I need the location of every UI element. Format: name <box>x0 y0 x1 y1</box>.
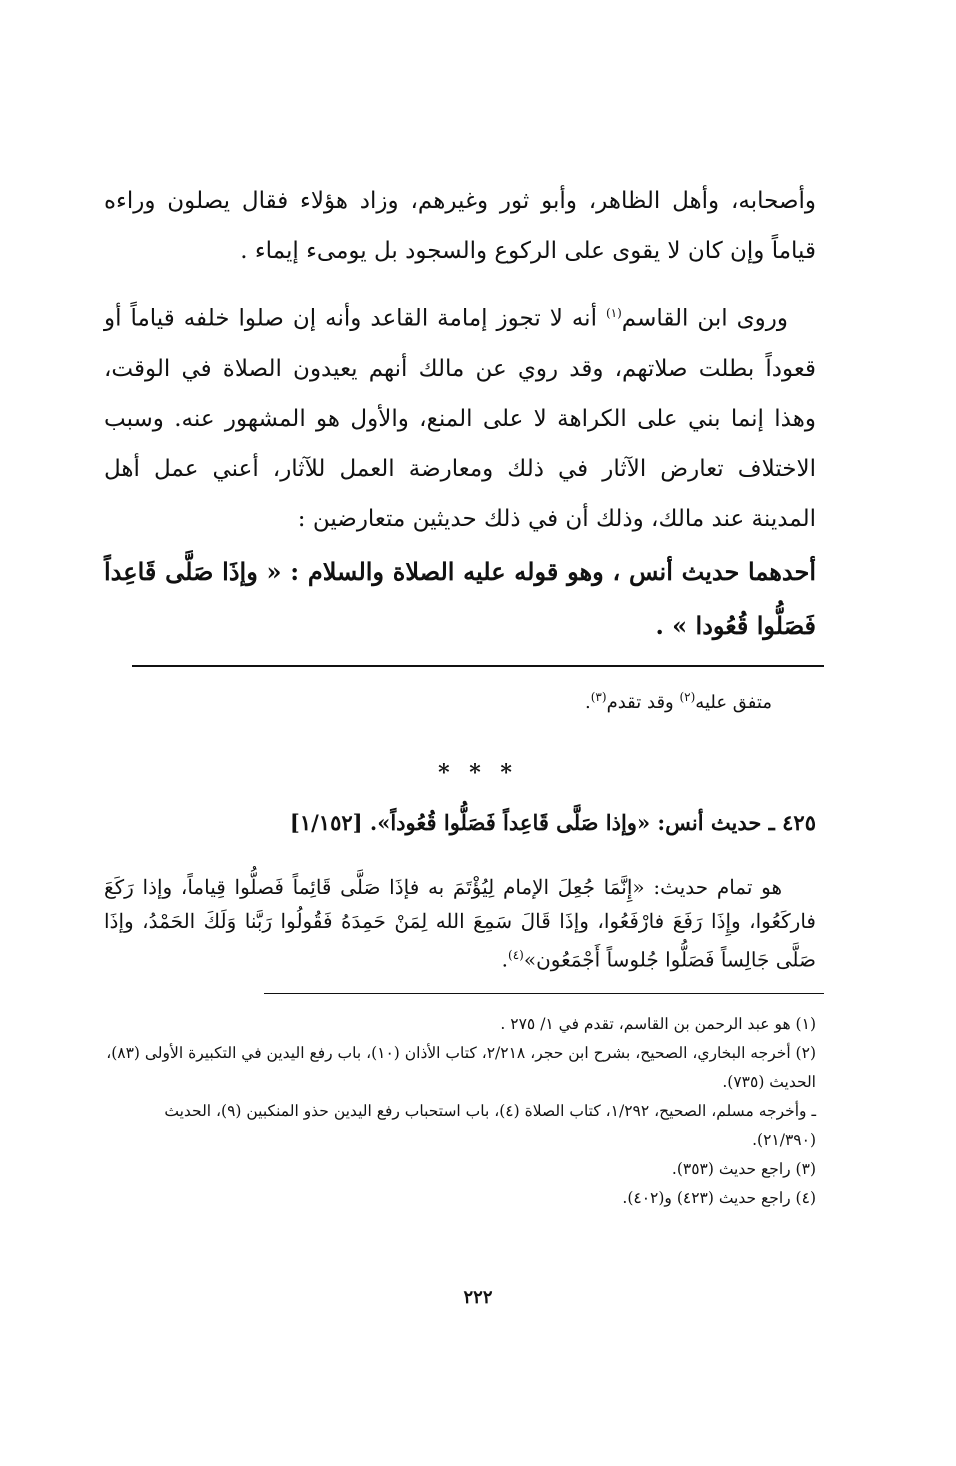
footnote-ref-1[interactable]: (١) <box>605 306 622 320</box>
commentary-text: هو تمام حديث: «إِنَّمَا جُعِلَ الإمام لِيُؤْتَمَ به فإذَا صَلَّى قَائِماً فَصلُّوا قِياماً، وإذا رَكَعَ فاركَعُوا، وإِذَا رَفَعَ فارْفَعُوا، وإذَا قَالَ سَمِعَ الله لِمَنْ حَمِدَهُ فَقُولُوا رَبَّنا وَلَكَ الحَمْدُ، وإذَا صَلَّى جَالِساً فَصَلُّوا جُلوساً أَجْمَعُون» <box>104 875 816 972</box>
paragraph-2-start: وروى ابن القاسم <box>621 305 788 332</box>
takhrij-end: . <box>585 692 591 713</box>
body-paragraph-1: وأصحابه، وأهل الظاهر، وأبو ثور وغيرهم، وزاد هؤلاء فقال يصلون وراءه قياماً وإن كان لا يقوى على الركوع والسجود بل يومىء إيماء . <box>104 188 816 264</box>
footnote-2-continued: ـ وأخرجه مسلم، الصحيح، ١/٢٩٢، كتاب الصلاة (٤)، باب استحباب رفع اليدين حذو المنكبين (٩)، الحديث (٢١/٣٩٠). <box>164 1102 816 1149</box>
page-number: ٢٢٢ <box>463 1287 493 1308</box>
takhrij-text-b: وقد تقدم <box>606 692 680 713</box>
takhrij-text-a: متفق عليه <box>695 692 772 713</box>
section-divider <box>132 665 824 667</box>
paragraph-2-rest: أنه لا تجوز إمامة القاعد وأنه إن صلوا خلفه قياماً أو قعوداً بطلت صلاتهم، وقد روي عن مالك أنهم يعيدون الصلاة في الوقت، وهذا إنما بني على الكراهة لا على المنع، والأول هو المشهور عنه. وسبب الاختلاف تعارض الآثار في ذلك ومعارضة العمل للآثار، أعني عمل أهل المدينة عند مالك، وذلك أن في ذلك حديثين متعارضين : <box>104 305 816 532</box>
footnote-3: (٣) راجع حديث (٣٥٣). <box>671 1160 816 1178</box>
hadith-heading: ٤٢٥ ـ حديث أنس: «وإذا صَلَّى قَاعِداً فَصَلُّوا قُعُوداً». [١/١٥٢] <box>289 810 816 835</box>
footnote-ref-3[interactable]: (٣) <box>590 690 607 704</box>
commentary-end: . <box>501 947 508 972</box>
footnotes <box>101 1010 816 1213</box>
footnote-ref-4[interactable]: (٤) <box>508 948 524 962</box>
footnote-divider <box>264 993 824 994</box>
footnote-1: (١) هو عبد الرحمن بن القاسم، تقدم في ١/ ٢٧٥ . <box>500 1015 816 1033</box>
commentary-paragraph <box>104 870 816 977</box>
footnote-ref-2[interactable]: (٢) <box>679 690 696 704</box>
footnote-2: (٢) أخرجه البخاري، الصحيح، بشرح ابن حجر، ٢/٢١٨، كتاب الأذان (١٠)، باب رفع اليدين في التكبيرة الأولى (٨٣)، الحديث (٧٣٥). <box>106 1044 816 1091</box>
footnote-4: (٤) راجع حديث (٤٢٣) و(٤٠٢). <box>622 1189 816 1207</box>
stars-separator: * * * <box>438 760 518 786</box>
takhrij-note <box>585 690 772 713</box>
hadith-quote: أحدهما حديث أنس ، وهو قوله عليه الصلاة والسلام : « وإذَا صَلَّى قَاعِداً فَصَلُّوا قُعُودا » . <box>104 557 816 640</box>
body-paragraph-2 <box>104 288 816 544</box>
